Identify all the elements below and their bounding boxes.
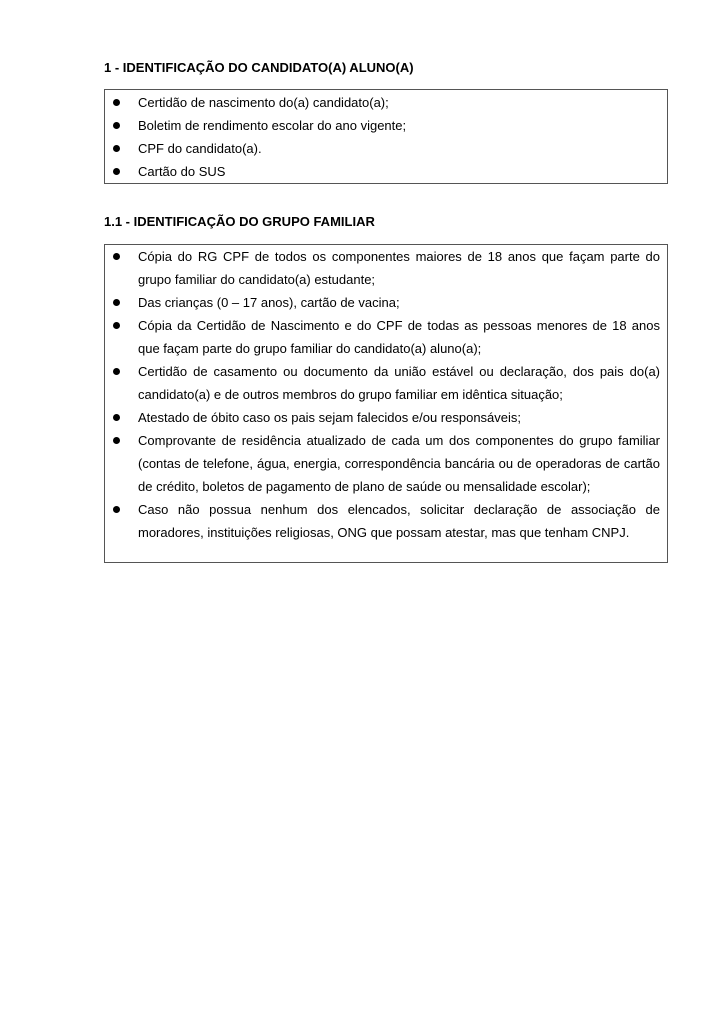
list-item-text: CPF do candidato(a).: [138, 141, 262, 156]
list-item: [105, 291, 667, 314]
list-item-text: Atestado de óbito caso os pais sejam falecidos e/ou responsáveis;: [138, 410, 522, 425]
section-1-title: 1 - IDENTIFICAÇÃO DO CANDIDATO(A) ALUNO(A): [104, 60, 414, 75]
bullet-icon: [113, 414, 120, 421]
list-item: [105, 498, 667, 544]
bullet-icon: [113, 299, 120, 306]
list-item-text: Cartão do SUS: [138, 164, 226, 179]
list-item-text: Cópia do RG CPF de todos os componentes maiores de 18 anos que façam parte do grupo familiar do candidato(a) estudante;: [138, 249, 660, 287]
list-item: [105, 314, 667, 360]
section-2-document-list: [105, 245, 667, 544]
list-item-text: Certidão de nascimento do(a) candidato(a);: [138, 95, 389, 110]
list-item-text: Cópia da Certidão de Nascimento e do CPF de todas as pessoas menores de 18 anos que façam parte do grupo familiar do candidato(a) aluno(a);: [138, 318, 660, 356]
bullet-icon: [113, 368, 120, 375]
bullet-icon: [113, 99, 120, 106]
bullet-icon: [113, 168, 120, 175]
section-1-document-list-box: [104, 89, 668, 184]
list-item: [105, 406, 667, 429]
bullet-icon: [113, 122, 120, 129]
list-item: [105, 360, 667, 406]
list-item-text: Certidão de casamento ou documento da união estável ou declaração, dos pais do(a) candidato(a) e de outros membros do grupo familiar em idêntica situação;: [138, 364, 660, 402]
bullet-icon: [113, 506, 120, 513]
list-item: [105, 137, 667, 160]
section-2-title: 1.1 - IDENTIFICAÇÃO DO GRUPO FAMILIAR: [104, 214, 375, 229]
list-item-text: Das crianças (0 – 17 anos), cartão de vacina;: [138, 295, 400, 310]
list-item: [105, 429, 667, 498]
bullet-icon: [113, 437, 120, 444]
list-item: [105, 114, 667, 137]
list-item-text: Caso não possua nenhum dos elencados, solicitar declaração de associação de moradores, instituições religiosas, ONG que possam atestar, mas que tenham CNPJ.: [138, 502, 660, 540]
list-item: [105, 91, 667, 114]
bullet-icon: [113, 253, 120, 260]
list-item: [105, 245, 667, 291]
section-1-document-list: [105, 91, 667, 183]
section-2-document-list-box: [104, 244, 668, 563]
bullet-icon: [113, 145, 120, 152]
list-item: [105, 160, 667, 183]
bullet-icon: [113, 322, 120, 329]
list-item-text: Boletim de rendimento escolar do ano vigente;: [138, 118, 407, 133]
list-item-text: Comprovante de residência atualizado de cada um dos componentes do grupo familiar (contas de telefone, água, energia, correspondência bancária ou de operadoras de cartão de crédito, boletos de pagamento de plano de saúde ou mensalidade escolar);: [138, 433, 660, 494]
